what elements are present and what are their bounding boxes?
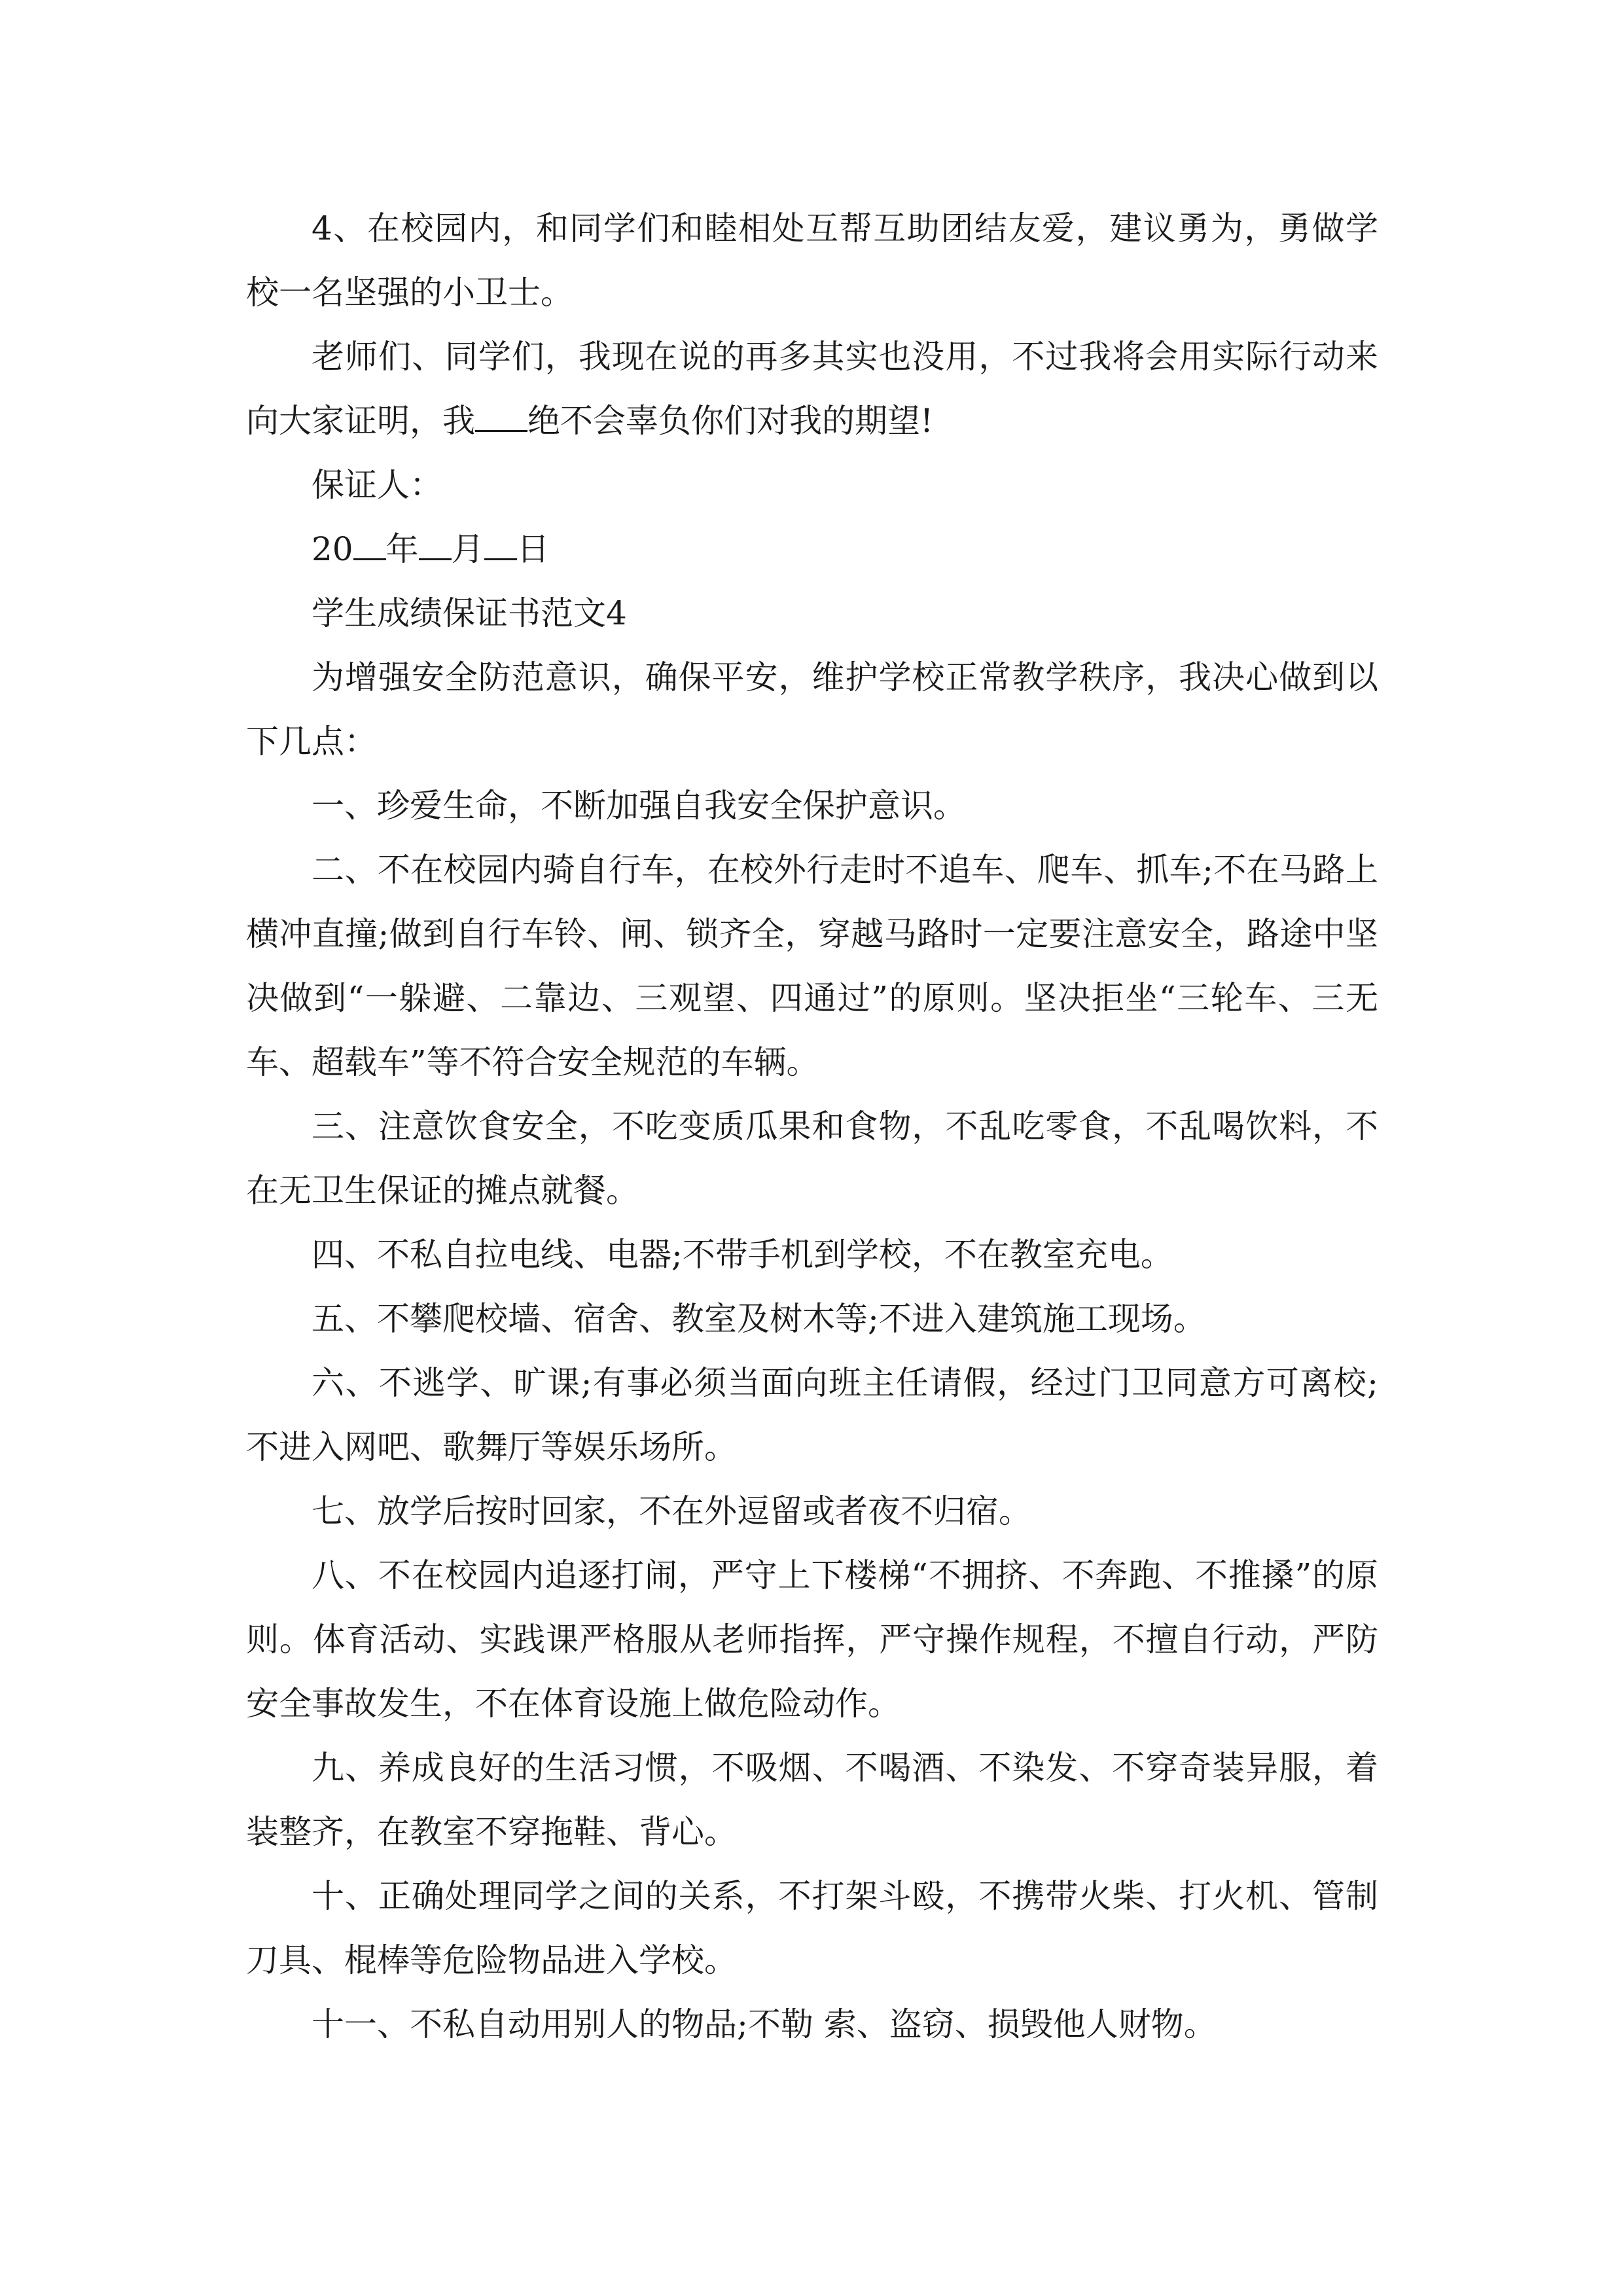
paragraph-closing — [246, 325, 1378, 453]
rule-8: 八、不在校园内追逐打闹，严守上下楼梯“不拥挤、不奔跑、不推搡”的原则。体育活动、实践课严格服从老师指挥，严守操作规程，不擅自行动，严防安全事故发生，不在体育设施上做危险动作。 — [246, 1556, 1378, 1723]
guarantor-label: 保证人： — [312, 466, 442, 504]
rule-4: 四、不私自拉电线、电器;不带手机到学校，不在教室充电。 — [312, 1236, 1173, 1274]
rule-6: 六、不逃学、旷课;有事必须当面向班主任请假，经过门卫同意方可离校;不进入网吧、歌舞厅等娱乐场所。 — [246, 1364, 1378, 1466]
closing-text-end: 绝不会辜负你们对我的期望! — [527, 402, 934, 440]
date-year-char: 年 — [385, 530, 419, 568]
rule-1: 一、珍爱生命，不断加强自我安全保护意识。 — [312, 787, 966, 825]
paragraph-intro: 为增强安全防范意识，确保平安，维护学校正常教学秩序，我决心做到以下几点： — [246, 658, 1378, 761]
closing-text-start: 老师们、同学们，我现在说的再多其实也没用，不过我将会用实际行动来向大家证明，我 — [246, 338, 1378, 440]
rule-10: 十、正确处理同学之间的关系，不打架斗殴，不携带火柴、打火机、管制刀具、棍棒等危险物品进入学校。 — [246, 1877, 1378, 1979]
year-blank — [353, 529, 386, 560]
document-body — [246, 196, 1378, 2056]
paragraph-item-4: 4、在校园内，和同学们和睦相处互帮互助团结友爱，建议勇为，勇做学校一名坚强的小卫士。 — [246, 209, 1378, 312]
date-line — [246, 517, 1378, 581]
name-blank — [475, 401, 527, 432]
day-blank — [484, 529, 517, 560]
rule-2: 二、不在校园内骑自行车，在校外行走时不追车、爬车、抓车;不在马路上横冲直撞;做到自行车铃、闸、锁齐全，穿越马路时一定要注意安全，路途中坚决做到“一躲避、二靠边、三观望、四通过”的原则。坚决拒坐“三轮车、三无车、超载车”等不符合安全规范的车辆。 — [246, 851, 1378, 1081]
rule-9: 九、养成良好的生活习惯，不吸烟、不喝酒、不染发、不穿奇装异服，着装整齐，在教室不穿拖鞋、背心。 — [246, 1749, 1378, 1851]
month-blank — [419, 529, 452, 560]
rule-11: 十一、不私自动用别人的物品;不勒 索、盗窃、损毁他人财物。 — [312, 2005, 1217, 2043]
date-month-char: 月 — [451, 530, 484, 568]
rule-7: 七、放学后按时回家，不在外逗留或者夜不归宿。 — [312, 1492, 1031, 1530]
rule-5: 五、不攀爬校墙、宿舍、教室及树木等;不进入建筑施工现场。 — [312, 1300, 1206, 1338]
date-day-char: 日 — [516, 530, 550, 568]
date-year-prefix: 20 — [312, 530, 353, 568]
rule-3: 三、注意饮食安全，不吃变质瓜果和食物，不乱吃零食，不乱喝饮料，不在无卫生保证的摊点就餐。 — [246, 1107, 1378, 1210]
section-title: 学生成绩保证书范文4 — [312, 594, 627, 632]
